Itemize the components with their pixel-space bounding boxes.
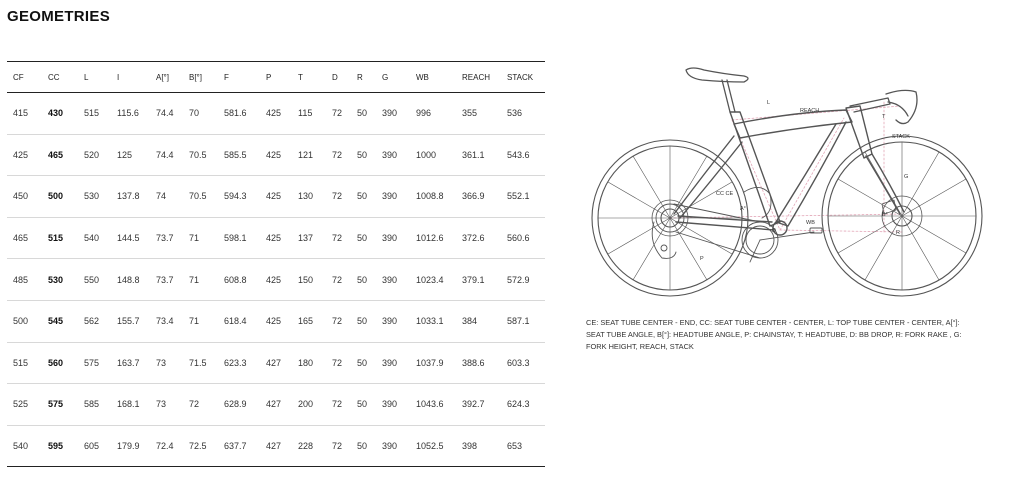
bike-frame: [674, 106, 904, 235]
table-cell: 515: [7, 342, 42, 384]
column-header: CF: [7, 62, 42, 93]
table-cell: 1037.9: [410, 342, 456, 384]
table-cell: 50: [351, 300, 376, 342]
table-cell: 628.9: [218, 384, 260, 426]
table-cell: 587.1: [501, 300, 545, 342]
column-header: T: [292, 62, 326, 93]
table-cell: 72: [326, 259, 351, 301]
table-cell: 137: [292, 217, 326, 259]
table-cell: 50: [351, 259, 376, 301]
label-cc-ce: CC CE: [716, 191, 734, 197]
column-header: I: [111, 62, 150, 93]
table-cell: 390: [376, 217, 410, 259]
table-cell: 50: [351, 93, 376, 135]
table-cell: 74.4: [150, 93, 183, 135]
table-cell: 384: [456, 300, 501, 342]
table-cell: 637.7: [224, 441, 247, 452]
table-cell: 465: [7, 217, 42, 259]
table-cell: 71: [183, 300, 218, 342]
table-cell: 74: [150, 176, 183, 218]
table-cell: 366.9: [456, 176, 501, 218]
table-cell: 1043.6: [410, 384, 456, 426]
table-cell: 50: [351, 176, 376, 218]
drivetrain: [652, 187, 822, 262]
table-cell: 605: [84, 441, 100, 452]
table-cell: 72.4: [156, 441, 174, 452]
table-row: [7, 134, 545, 176]
table-cell: 450: [7, 176, 42, 218]
table-cell: 72: [326, 342, 351, 384]
table-cell: 155.7: [111, 300, 150, 342]
table-cell: 520: [78, 134, 111, 176]
table-cell: 179.9: [117, 441, 140, 452]
table-cell: 137.8: [111, 176, 150, 218]
table-cell: 515: [42, 217, 78, 259]
table-cell: 1000: [410, 134, 456, 176]
table-cell: 530: [78, 176, 111, 218]
label-t: T: [882, 114, 886, 120]
table-cell: 594.3: [218, 176, 260, 218]
table-cell: 390: [376, 259, 410, 301]
column-header: REACH: [456, 62, 501, 93]
table-cell: 72: [326, 300, 351, 342]
table-cell: 425: [260, 93, 292, 135]
table-row: [7, 217, 545, 259]
column-header: STACK: [501, 62, 545, 93]
table-cell: 500: [7, 300, 42, 342]
table-cell: 1012.6: [410, 217, 456, 259]
front-wheel: [822, 136, 982, 296]
column-header: WB: [410, 62, 456, 93]
table-cell: 50: [351, 384, 376, 426]
table-cell: 115: [292, 93, 326, 135]
table-row: [7, 93, 545, 135]
table-cell: 71: [183, 217, 218, 259]
table-cell: 71.5: [183, 342, 218, 384]
label-stack: STACK: [892, 134, 910, 140]
table-cell: 50: [351, 342, 376, 384]
table-cell: 624.3: [501, 384, 545, 426]
table-cell: 72: [332, 441, 343, 452]
table-row: [7, 259, 545, 301]
table-cell: 70.5: [183, 134, 218, 176]
table-row: [7, 384, 545, 426]
label-r: R: [896, 230, 900, 236]
table-cell: 560: [42, 342, 78, 384]
table-cell: 585.5: [218, 134, 260, 176]
table-row: [7, 342, 545, 384]
table-cell: 390: [376, 134, 410, 176]
column-header: L: [78, 62, 111, 93]
table-cell: 72: [183, 384, 218, 426]
table-cell: 390: [382, 441, 398, 452]
table-cell: 1023.4: [410, 259, 456, 301]
measurement-guides: [670, 102, 902, 234]
table-cell: 70.5: [183, 176, 218, 218]
table-header-row: [7, 62, 545, 93]
table-cell: 581.6: [218, 93, 260, 135]
table-cell: 72: [326, 384, 351, 426]
table-row: [7, 176, 545, 218]
table-cell: 485: [7, 259, 42, 301]
column-header: A[°]: [150, 62, 183, 93]
label-p: P: [700, 256, 704, 262]
table-cell: 427: [266, 441, 282, 452]
table-row: [7, 425, 545, 467]
table-cell: 515: [78, 93, 111, 135]
table-cell: 540: [78, 217, 111, 259]
column-header: G: [376, 62, 410, 93]
label-wb: WB: [806, 220, 815, 226]
table-cell: 390: [376, 93, 410, 135]
label-b: B°: [882, 212, 888, 218]
table-cell: 525: [7, 384, 42, 426]
table-cell: 50: [351, 217, 376, 259]
table-cell: 545: [42, 300, 78, 342]
table-cell: 585: [78, 384, 111, 426]
table-cell: 115.6: [111, 93, 150, 135]
table-cell: 50: [357, 441, 368, 452]
table-cell: 595: [48, 441, 64, 452]
column-header: B[°]: [183, 62, 218, 93]
table-cell: 72: [326, 176, 351, 218]
table-cell: 603.3: [501, 342, 545, 384]
saddle: [686, 68, 748, 112]
table-cell: 550: [78, 259, 111, 301]
table-cell: 390: [376, 342, 410, 384]
table-cell: 130: [292, 176, 326, 218]
table-cell: 72: [326, 217, 351, 259]
table-cell: 560.6: [501, 217, 545, 259]
table-cell: 465: [42, 134, 78, 176]
table-cell: 996: [410, 93, 456, 135]
table-cell: 180: [292, 342, 326, 384]
table-cell: 372.6: [456, 217, 501, 259]
bike-geometry-diagram: [584, 62, 988, 302]
label-g: G: [904, 174, 909, 180]
table-cell: 415: [7, 93, 42, 135]
label-a: A°: [740, 206, 746, 212]
table-cell: 388.6: [456, 342, 501, 384]
table-cell: 355: [456, 93, 501, 135]
table-cell: 163.7: [111, 342, 150, 384]
table-cell: 200: [292, 384, 326, 426]
table-cell: 144.5: [111, 217, 150, 259]
table-cell: 379.1: [456, 259, 501, 301]
page-title: GEOMETRIES: [7, 8, 111, 25]
table-cell: 71: [183, 259, 218, 301]
column-header: P: [260, 62, 292, 93]
table-cell: 425: [260, 259, 292, 301]
table-cell: 73.7: [150, 259, 183, 301]
table-cell: 390: [376, 176, 410, 218]
table-cell: 392.7: [456, 384, 501, 426]
table-cell: 361.1: [456, 134, 501, 176]
table-cell: 1052.5: [416, 441, 444, 452]
column-header: R: [351, 62, 376, 93]
table-cell: 72.5: [189, 441, 207, 452]
column-header: CC: [42, 62, 78, 93]
table-cell: 398: [462, 441, 478, 452]
table-cell: 425: [260, 217, 292, 259]
table-cell: 73: [150, 384, 183, 426]
table-cell: 425: [260, 176, 292, 218]
table-cell: 390: [376, 384, 410, 426]
table-cell: 73: [150, 342, 183, 384]
table-cell: 500: [42, 176, 78, 218]
table-cell: 598.1: [218, 217, 260, 259]
table-cell: 543.6: [501, 134, 545, 176]
table-cell: 148.8: [111, 259, 150, 301]
table-cell: 575: [42, 384, 78, 426]
abbreviation-legend: CE: SEAT TUBE CENTER - END, CC: SEAT TUBE CENTER - CENTER, L: TOP TUBE CENTER - CENTER, A[°]: SEAT TUBE ANGLE, B[°]: HEADTUBE ANGLE, P: CHAINSTAY, T: HEADTUBE, D: BB DROP, R: FORK RAKE , G: FORK HEIGHT, REACH, STACK: [586, 318, 962, 351]
table-cell: 74.4: [150, 134, 183, 176]
table-cell: 575: [78, 342, 111, 384]
table-cell: 540: [13, 441, 29, 452]
table-cell: 1008.8: [410, 176, 456, 218]
table-cell: 125: [111, 134, 150, 176]
table-cell: 121: [292, 134, 326, 176]
table-cell: 572.9: [501, 259, 545, 301]
table-cell: 562: [78, 300, 111, 342]
table-cell: 425: [260, 300, 292, 342]
label-reach: REACH: [800, 108, 820, 114]
table-cell: 390: [376, 300, 410, 342]
label-l: L: [767, 100, 771, 106]
table-cell: 552.1: [501, 176, 545, 218]
table-cell: 623.3: [218, 342, 260, 384]
table-cell: 168.1: [111, 384, 150, 426]
column-header: D: [326, 62, 351, 93]
table-cell: 425: [7, 134, 42, 176]
label-d: D: [772, 228, 776, 234]
table-cell: 72: [326, 134, 351, 176]
table-cell: 430: [42, 93, 78, 135]
table-cell: 608.8: [218, 259, 260, 301]
table-cell: 618.4: [218, 300, 260, 342]
table-cell: 653: [507, 441, 523, 452]
table-cell: 530: [42, 259, 78, 301]
table-cell: 70: [183, 93, 218, 135]
table-cell: 536: [501, 93, 545, 135]
table-cell: 72: [326, 93, 351, 135]
table-cell: 425: [260, 134, 292, 176]
table-cell: 73.4: [150, 300, 183, 342]
table-cell: 50: [351, 134, 376, 176]
table-cell: 1033.1: [410, 300, 456, 342]
geometry-table: [7, 61, 545, 467]
table-cell: 427: [260, 342, 292, 384]
table-cell: 73.7: [150, 217, 183, 259]
table-cell: 427: [260, 384, 292, 426]
table-row: [7, 300, 545, 342]
table-cell: 165: [292, 300, 326, 342]
table-cell: 228: [298, 441, 314, 452]
table-cell: 150: [292, 259, 326, 301]
column-header: F: [218, 62, 260, 93]
